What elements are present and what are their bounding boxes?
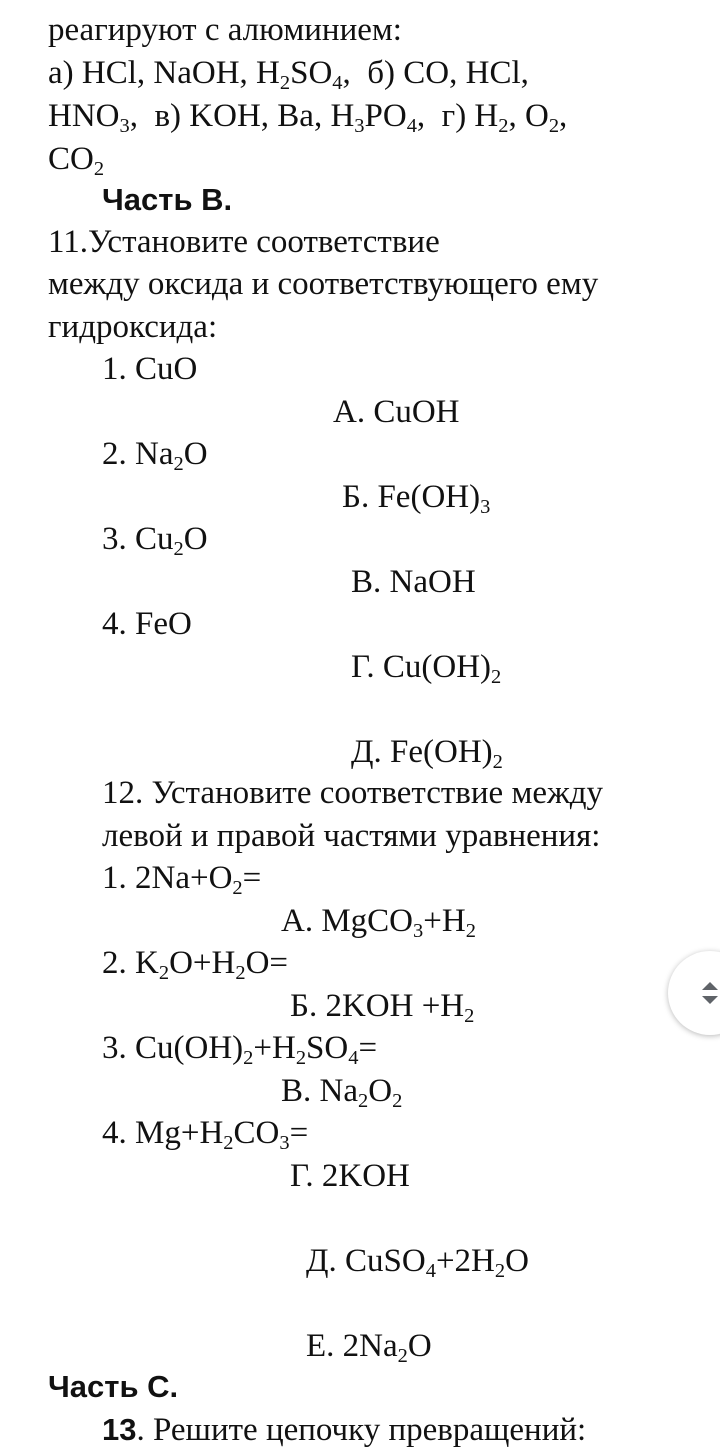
q11-line-1: 11.Установите соответствие xyxy=(48,224,440,260)
q11-left-item-4: 4. FeO xyxy=(102,606,192,642)
q12-line-1: 12. Установите соответствие между xyxy=(102,775,604,811)
q11-right-item-d: Г. $Cu(OH)_2$ xyxy=(351,649,502,689)
q12-left-item-2: 2. $K_2O+H_2O=$ xyxy=(102,945,289,985)
q12-left-item-1: 1. $2Na+O_2=$ xyxy=(102,860,262,900)
q10-options-line-1: а) HCl, NaOH, $H_2SO_4$, б) CO, HCl, xyxy=(48,55,529,95)
q12-right-item-b: Б. $2KOH +H_2$ xyxy=(290,988,475,1028)
q12-right-item-d: Г. 2KOH xyxy=(290,1158,410,1194)
scroll-toggle-button[interactable] xyxy=(668,951,720,1035)
part-b-heading: Часть В. xyxy=(102,182,233,217)
part-c-heading: Часть С. xyxy=(48,1369,179,1404)
q11-right-item-b: Б. $Fe(OH)_3$ xyxy=(342,479,491,519)
q12-left-item-4: 4. $Mg+H_2CO_3=$ xyxy=(102,1115,309,1155)
q12-right-item-f: Е. $2Na_2O$ xyxy=(306,1328,432,1368)
q13-number: 13 xyxy=(102,1412,137,1447)
scroll-up-down-icon xyxy=(692,975,720,1011)
q11-left-item-1: 1. CuO xyxy=(102,351,198,387)
q11-line-2: между оксида и соответствующего ему xyxy=(48,266,599,302)
q11-right-item-a: А. CuOH xyxy=(333,394,460,430)
q12-line-2: левой и правой частями уравнения: xyxy=(102,818,601,854)
q13-text: . Решите цепочку превращений: xyxy=(136,1412,587,1448)
q11-right-item-c: В. NaOH xyxy=(351,564,476,600)
q13-line-1 xyxy=(102,1410,586,1450)
q12-right-item-a: А. $MgCO_3+H_2$ xyxy=(281,903,476,943)
q11-line-3: гидроксида: xyxy=(48,309,218,345)
q10-options-line-2: $HNO_3$, в) KOH, Ba, $H_3PO_4$, г) $H_2$, $O_2$, xyxy=(48,98,568,138)
q12-right-item-c: В. $Na_2O_2$ xyxy=(281,1073,403,1113)
q11-left-item-2: 2. $Na_2O$ xyxy=(102,436,208,476)
q12-left-item-3: 3. $Cu(OH)_2+H_2SO_4=$ xyxy=(102,1030,378,1070)
q10-line-1: реагируют с алюминием: xyxy=(48,12,402,48)
q12-right-item-e: Д. $CuSO_4+2H_2O$ xyxy=(306,1243,529,1283)
q11-right-item-e: Д. $Fe(OH)_2$ xyxy=(351,734,503,774)
q10-options-line-3: $CO_2$ xyxy=(48,141,105,181)
q11-left-item-3: 3. $Cu_2O$ xyxy=(102,521,208,561)
